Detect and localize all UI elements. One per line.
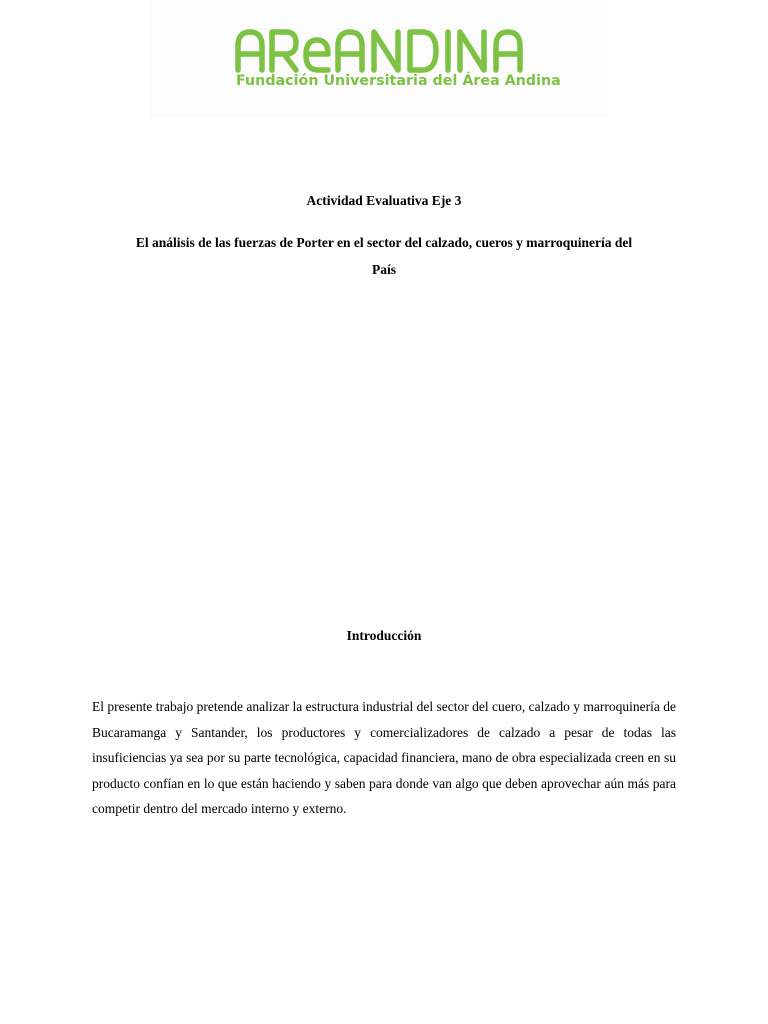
subtitle-line-2: País [371,262,396,277]
subtitle-line-1: El análisis de las fuerzas de Porter en el sector del calzado, cueros y marroquinería del [135,235,633,250]
introduction-paragraph: El presente trabajo pretende analizar la estructura industrial del sector del cuero, calzado y marroquinería de Bucaramanga y Santander, los productores y comercializadores de calzado a pesar de todas las insuficiencias ya sea por su parte tecnológica, capacidad financiera, mano de obra especializada creen en su producto confían en lo que están haciendo y saben para donde van algo que deben aprovechar aún más para competir dentro del mercado interno y externo. [92,699,676,817]
activity-title: Actividad Evaluativa Eje 3 [306,193,462,208]
section-heading-introduction: Introducción [346,628,422,643]
document-subtitle [0,229,768,283]
logo-tagline: Fundación Universitaria del Área Andina [236,73,561,89]
areandina-logo [232,24,532,74]
